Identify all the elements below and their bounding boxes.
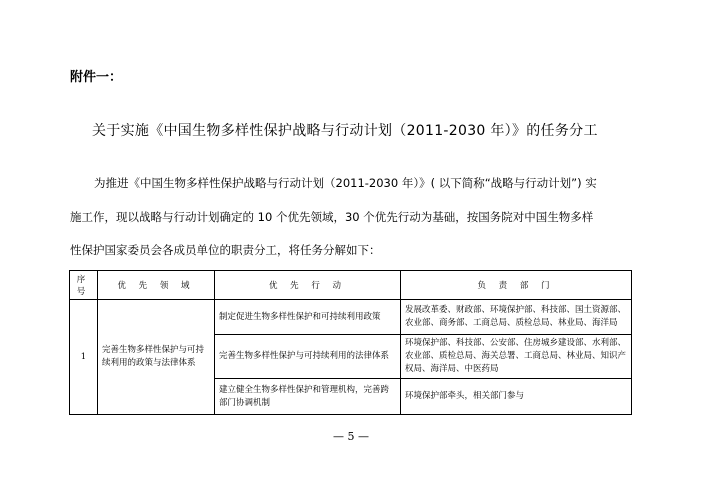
intro-line-3: 性保护国家委员会各成员单位的职责分工，将任务分解如下： [70,243,381,257]
cell-seq: 1 [70,300,98,415]
table-header-row [70,271,632,300]
header-departments: 负 责 部 门 [401,271,632,300]
task-table [69,270,632,415]
header-seq: 序号 [70,271,98,300]
intro-line-1: 为推进《中国生物多样性保护战略与行动计划（2011-2030 年）》( 以下简称“战略与行动计划”) 实 [94,176,597,190]
attachment-label: 附件一： [70,70,123,85]
cell-priority-area: 完善生物多样性保护与可持续利用的政策与法律体系 [98,300,215,415]
cell-action: 完善生物多样性保护与可持续利用的法律体系 [215,335,401,379]
header-priority-action: 优 先 行 动 [215,271,401,300]
cell-departments: 环境保护部牵头，相关部门参与 [401,379,632,415]
cell-action: 制定促进生物多样性保护和可持续利用政策 [215,300,401,335]
page-number: — 5 — [333,430,369,443]
document-title: 关于实施《中国生物多样性保护战略与行动计划（2011-2030 年）》的任务分工 [92,123,598,139]
intro-line-2: 施工作，现以战略与行动计划确定的 10 个优先领域，30 个优先行动为基础，按国务院对中国生物多样 [70,210,594,224]
cell-departments: 发展改革委、财政部、环境保护部、科技部、国土资源部、农业部、商务部、工商总局、质检总局、林业局、海洋局 [401,300,632,335]
cell-action: 建立健全生物多样性保护和管理机构，完善跨部门协调机制 [215,379,401,415]
header-priority-area: 优 先 领 域 [98,271,215,300]
table-row [70,300,632,335]
cell-departments: 环境保护部、科技部、公安部、住房城乡建设部、水利部、农业部、质检总局、海关总署、工商总局、林业局、知识产权局、海洋局、中医药局 [401,335,632,379]
